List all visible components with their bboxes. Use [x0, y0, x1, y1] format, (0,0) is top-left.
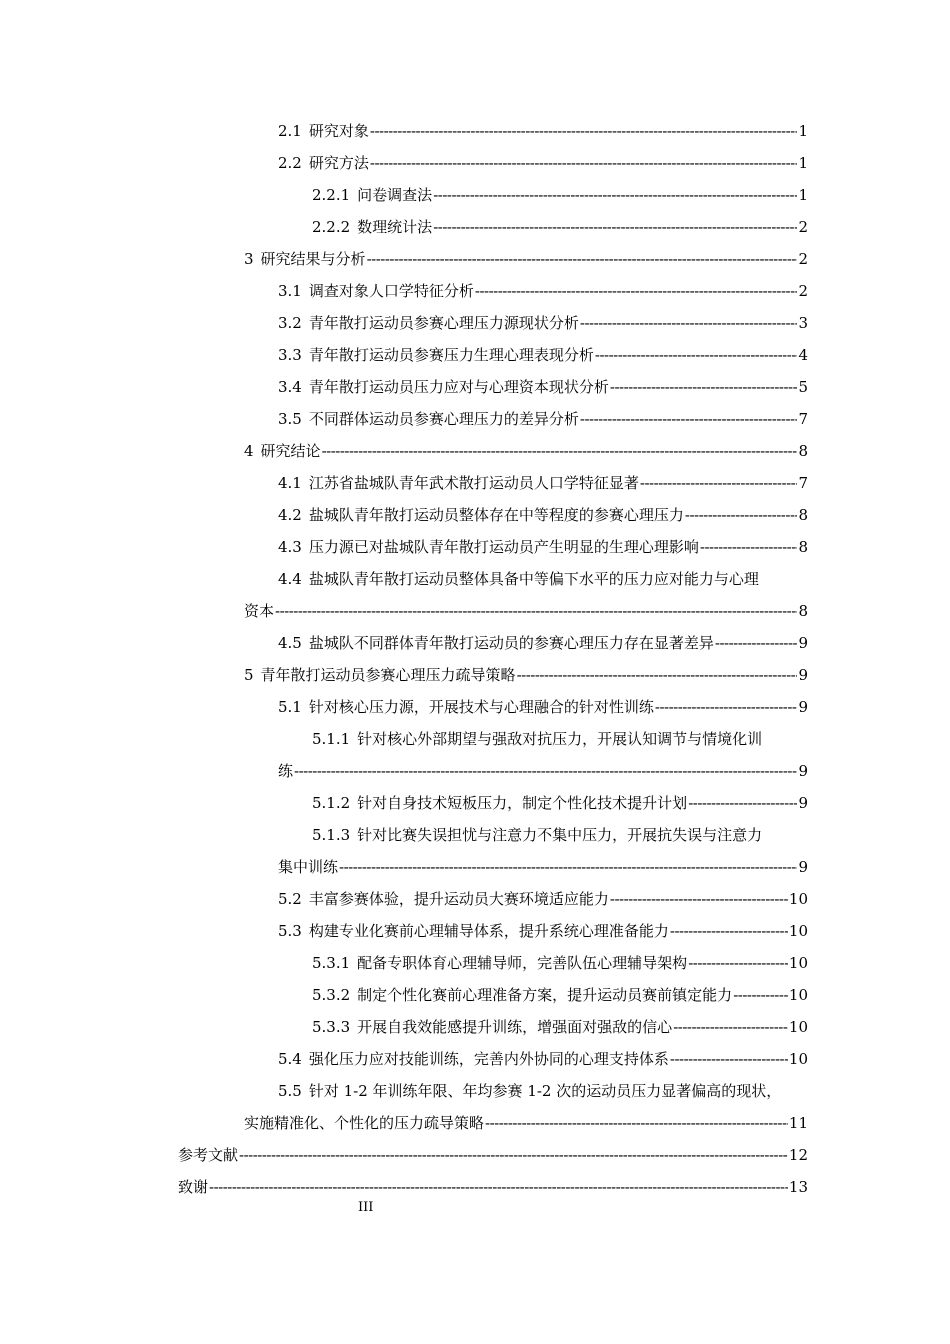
- toc-entry-continuation: 实施精准化、个性化的压力疏导策略 ----- 11: [244, 1113, 808, 1133]
- toc-entry: 4.1 江苏省盐城队青年武术散打运动员人口学特征显著 ----- 7: [278, 473, 808, 493]
- toc-entry: 4.4 盐城队青年散打运动员整体具备中等偏下水平的压力应对能力与心理: [278, 570, 759, 588]
- toc-entry: 3 研究结果与分析 ----- 2: [244, 249, 808, 269]
- toc-entry: 3.2 青年散打运动员参赛心理压力源现状分析 ----- 3: [278, 313, 808, 333]
- toc-entry: 4 研究结论 ----- 8: [244, 441, 808, 461]
- toc-entry: 2.1 研究对象 ----- 1: [278, 121, 808, 141]
- page-number: III: [358, 1200, 374, 1215]
- toc-entry: 5.2 丰富参赛体验，提升运动员大赛环境适应能力 ----- 10: [278, 889, 808, 909]
- toc-entry-continuation: 集中训练 ----- 9: [278, 857, 808, 877]
- toc-entry-acknowledgements: 致谢 ----- 13: [178, 1177, 808, 1197]
- toc-entry-references: 参考文献 ----- 12: [178, 1145, 808, 1165]
- toc-entry: 5.1 针对核心压力源，开展技术与心理融合的针对性训练 ----- 9: [278, 697, 808, 717]
- toc-entry: 5.1.2 针对自身技术短板压力，制定个性化技术提升计划 ----- 9: [312, 793, 808, 813]
- toc-entry: 4.2 盐城队青年散打运动员整体存在中等程度的参赛心理压力 ----- 8: [278, 505, 808, 525]
- toc-entry: 5.1.1 针对核心外部期望与强敌对抗压力，开展认知调节与情境化训: [312, 730, 763, 748]
- toc-entry-continuation: 资本 ----- 8: [244, 601, 808, 621]
- toc-entry: 3.1 调查对象人口学特征分析 ----- 2: [278, 281, 808, 301]
- toc-entry: 5.3.3 开展自我效能感提升训练，增强面对强敌的信心 ----- 10: [312, 1017, 808, 1037]
- toc-entry: 2.2.1 问卷调查法 ----- 1: [312, 185, 808, 205]
- toc-entry: 5.3.1 配备专职体育心理辅导师，完善队伍心理辅导架构 ----- 10: [312, 953, 808, 973]
- toc-entry: 5.1.3 针对比赛失误担忧与注意力不集中压力，开展抗失误与注意力: [312, 826, 763, 844]
- toc-entry: 4.3 压力源已对盐城队青年散打运动员产生明显的生理心理影响 ----- 8: [278, 537, 808, 557]
- toc-entry: 3.4 青年散打运动员压力应对与心理资本现状分析 ----- 5: [278, 377, 808, 397]
- toc-entry: 5 青年散打运动员参赛心理压力疏导策略 ----- 9: [244, 665, 808, 685]
- toc-entry: 3.3 青年散打运动员参赛压力生理心理表现分析 ----- 4: [278, 345, 808, 365]
- toc-entry: 5.3.2 制定个性化赛前心理准备方案，提升运动员赛前镇定能力 ----- 10: [312, 985, 808, 1005]
- toc-entry: 2.2.2 数理统计法 ----- 2: [312, 217, 808, 237]
- toc-entry: 3.5 不同群体运动员参赛心理压力的差异分析 ----- 7: [278, 409, 808, 429]
- toc-entry: 2.2 研究方法 ----- 1: [278, 153, 808, 173]
- toc-entry-continuation: 练 ----- 9: [278, 761, 808, 781]
- toc-entry: 4.5 盐城队不同群体青年散打运动员的参赛心理压力存在显著差异 ----- 9: [278, 633, 808, 653]
- toc-entry: 5.3 构建专业化赛前心理辅导体系，提升系统心理准备能力 ----- 10: [278, 921, 808, 941]
- toc-entry: 5.5 针对 1-2 年训练年限、年均参赛 1-2 次的运动员压力显著偏高的现状，: [278, 1082, 782, 1100]
- toc-entry: 5.4 强化压力应对技能训练，完善内外协同的心理支持体系 ----- 10: [278, 1049, 808, 1069]
